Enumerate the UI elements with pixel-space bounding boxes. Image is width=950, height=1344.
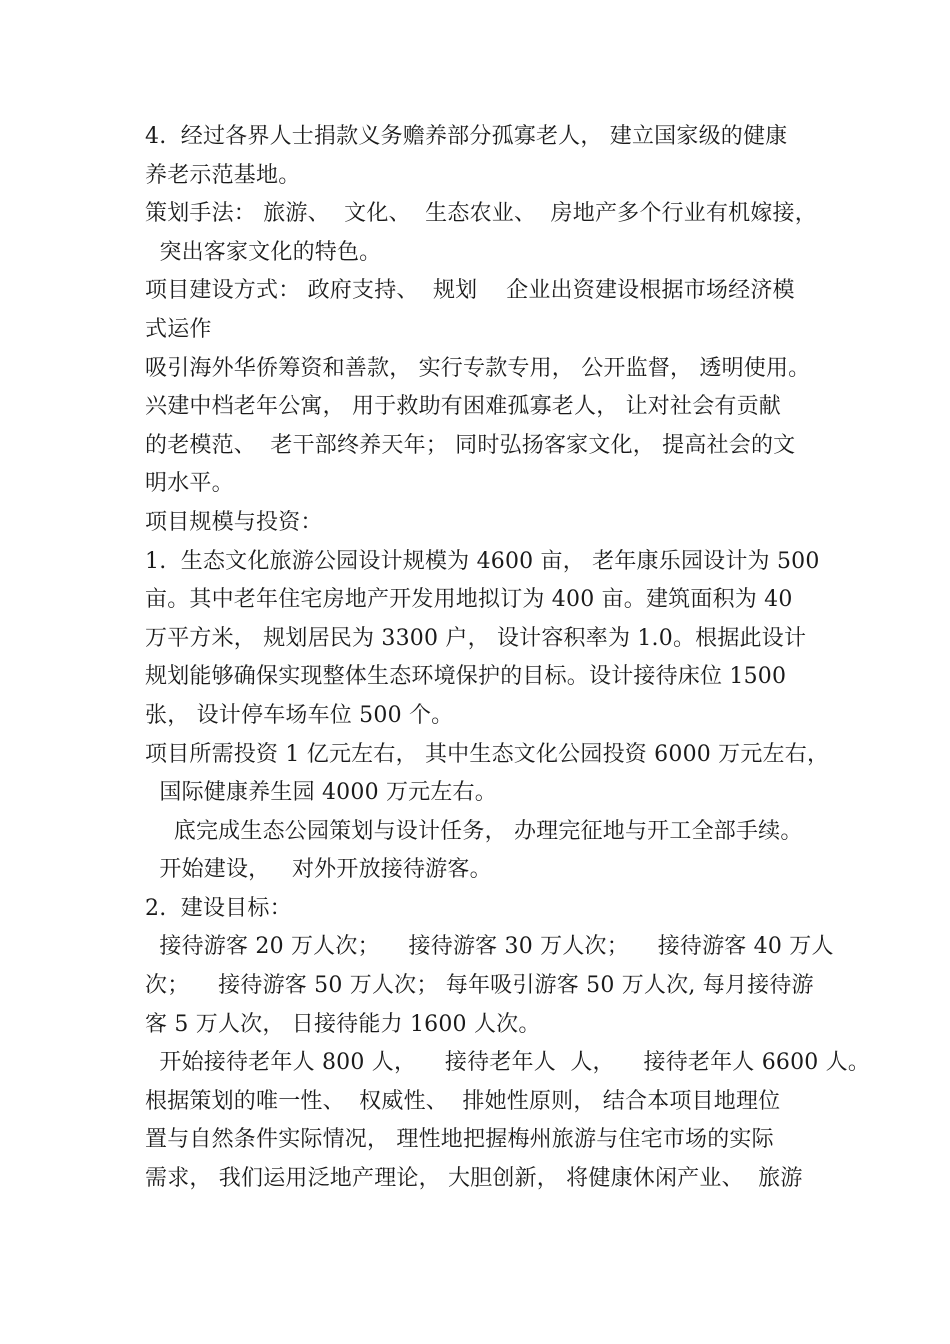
text-line: 亩。其中老年住宅房地产开发用地拟订为 400 亩。建筑面积为 40 [145,587,793,613]
text-line: 策划手法： 旅游、 文化、 生态农业、 房地产多个行业有机嫁接， [145,201,817,227]
section-heading: 2. 建设目标： [145,895,292,921]
text-line: 次； 接待游客 50 万人次； 每年吸引游客 50 万人次, 每月接待游 [145,973,814,999]
section-heading: 项目规模与投资： [145,509,323,535]
text-line: 4. 经过各界人士捐款义务赡养部分孤寡老人， 建立国家级的健康 [145,124,788,149]
text-line: 兴建中档老年公寓， 用于救助有困难孤寡老人， 让对社会有贡献 [145,394,781,420]
text-line: 根据策划的唯一性、 权威性、 排她性原则， 结合本项目地理位 [145,1088,781,1114]
text-line: 1. 生态文化旅游公园设计规模为 4600 亩， 老年康乐园设计为 500 [145,548,820,574]
text-line: 底完成生态公园策划与设计任务， 办理完征地与开工全部手续。 [145,818,803,844]
text-line: 接待游客 20 万人次； 接待游客 30 万人次； 接待游客 40 万人 [145,934,834,960]
text-line: 开始建设， 对外开放接待游客。 [145,857,492,883]
text-line: 张， 设计停车场车位 500 个。 [145,702,454,728]
text-line: 规划能够确保实现整体生态环境保护的目标。设计接待床位 1500 [145,664,787,690]
text-line: 需求， 我们运用泛地产理论， 大胆创新， 将健康休闲产业、 旅游 [145,1166,803,1192]
text-line: 置与自然条件实际情况， 理性地把握梅州旅游与住宅市场的实际 [145,1127,774,1153]
text-line: 吸引海外华侨筹资和善款， 实行专款专用， 公开监督， 透明使用。 [145,355,811,381]
text-line: 国际健康养生园 4000 万元左右。 [145,780,497,806]
text-line: 项目所需投资 1 亿元左右， 其中生态文化公园投资 6000 万元左右， [145,741,830,767]
text-line: 的老模范、 老干部终养天年； 同时弘扬客家文化， 提高社会的文 [145,432,796,458]
text-line: 养老示范基地。 [145,162,301,188]
text-line: 明水平。 [145,471,234,497]
text-line: 万平方米， 规划居民为 3300 户， 设计容积率为 1.0。根据此设计 [145,625,807,651]
text-line: 客 5 万人次， 日接待能力 1600 人次。 [145,1011,541,1037]
text-line: 式运作 [145,316,212,342]
text-line: 突出客家文化的特色。 [145,239,382,265]
document-body [145,118,871,1199]
text-line: 开始接待老年人 800 人， 接待老年人 人， 接待老年人 6600 人。 [145,1050,871,1076]
text-line: 项目建设方式： 政府支持、 规划 企业出资建设根据市场经济模 [145,278,795,304]
